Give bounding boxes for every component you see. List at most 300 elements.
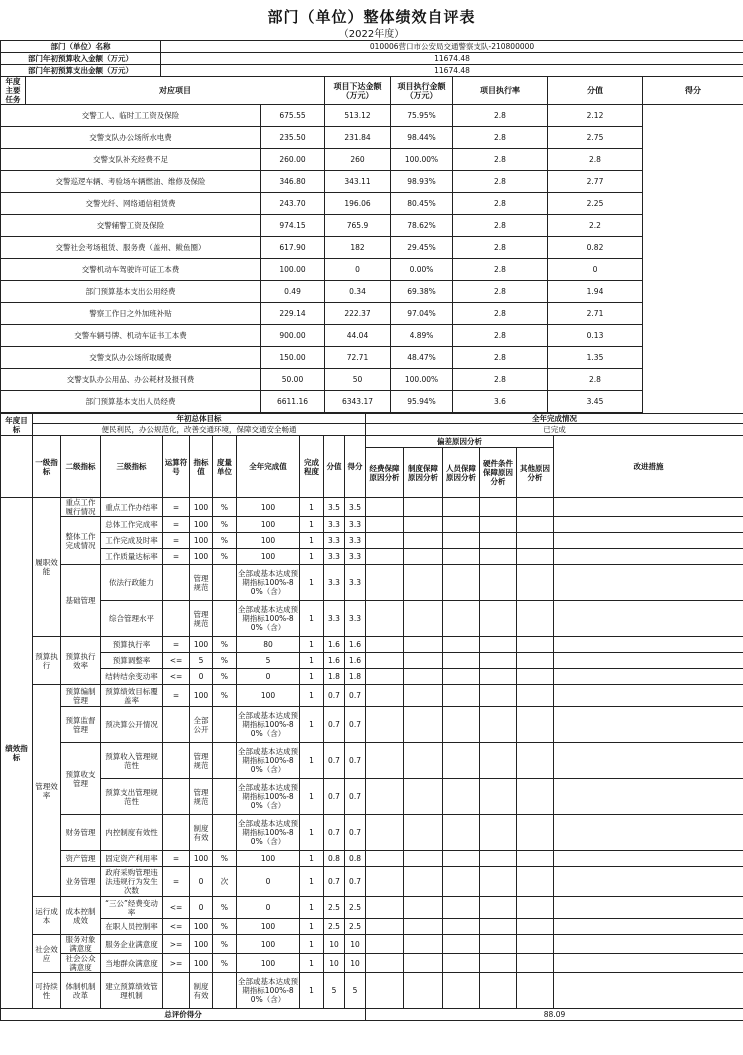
deviation-cell: [480, 533, 517, 549]
ind-actual: 全部或基本达成预期指标100%-80%（含）: [237, 743, 300, 779]
ind-score: 0.7: [345, 815, 366, 851]
indicator-l2: 预算监督管理: [61, 707, 101, 743]
task-executed: 72.71: [325, 347, 391, 369]
task-rate: 69.38%: [391, 281, 453, 303]
ind-actual: 100: [237, 935, 300, 954]
task-rate: 100.00%: [391, 369, 453, 391]
deviation-cell: [517, 601, 554, 637]
task-rate: 4.89%: [391, 325, 453, 347]
ind-unit: %: [213, 851, 237, 867]
ind-score: 3.3: [345, 565, 366, 601]
income-value: 11674.48: [161, 53, 743, 65]
ind-actual: 100: [237, 549, 300, 565]
deviation-cell: [366, 517, 404, 533]
deviation-cell: [480, 707, 517, 743]
ind-l3: 工作完成及时率: [101, 533, 163, 549]
measures-cell: [554, 867, 743, 897]
ind-l3: 工作质量达标率: [101, 549, 163, 565]
deviation-cell: [517, 549, 554, 565]
deviation-cell: [443, 637, 480, 653]
measures-cell: [554, 897, 743, 919]
indicator-row: [1, 685, 743, 707]
ind-l3: 在职人员控制率: [101, 919, 163, 935]
indicator-l1: 可持续性: [33, 973, 61, 1009]
deviation-cell: [517, 851, 554, 867]
deviation-cell: [404, 779, 443, 815]
ind-l3: 重点工作办结率: [101, 498, 163, 517]
ind-unit: [213, 973, 237, 1009]
indicator-row: [1, 919, 743, 935]
unit-name-value: 010006营口市公安局交通警察支队-210800000: [161, 41, 743, 53]
indicator-row: [1, 549, 743, 565]
ind-weight: 1.6: [324, 653, 345, 669]
ind-weight: 0.7: [324, 707, 345, 743]
ind-op: <=: [163, 653, 190, 669]
indicator-l2: 社会公众满意度: [61, 954, 101, 973]
task-row: [1, 127, 743, 149]
ind-score: 3.5: [345, 498, 366, 517]
ind-op: [163, 973, 190, 1009]
indicator-row: [1, 637, 743, 653]
task-project: 交警支队办公场所水电费: [1, 127, 261, 149]
deviation-cell: [517, 973, 554, 1009]
deviation-cell: [480, 517, 517, 533]
ind-weight: 1.6: [324, 637, 345, 653]
ind-degree: 1: [300, 498, 324, 517]
ind-op: <=: [163, 669, 190, 685]
deviation-cell: [443, 669, 480, 685]
task-score-value: 2.8: [453, 369, 548, 391]
task-score: 2.71: [548, 303, 643, 325]
ind-degree: 1: [300, 707, 324, 743]
ind-header-op: 运算符号: [163, 436, 190, 498]
deviation-cell: [517, 565, 554, 601]
task-score-value: 2.8: [453, 127, 548, 149]
ind-score: 3.3: [345, 517, 366, 533]
task-score-value: 2.8: [453, 325, 548, 347]
ind-score: 2.5: [345, 897, 366, 919]
expense-label: 部门年初预算支出金额（万元）: [1, 65, 161, 77]
ind-score: 3.3: [345, 601, 366, 637]
ind-degree: 1: [300, 919, 324, 935]
ind-op: =: [163, 549, 190, 565]
ind-score: 10: [345, 954, 366, 973]
indicator-row: [1, 653, 743, 669]
task-row: [1, 347, 743, 369]
task-rate: 75.95%: [391, 105, 453, 127]
ind-l3: 预算执行率: [101, 637, 163, 653]
indicator-row: [1, 815, 743, 851]
deviation-cell: [366, 637, 404, 653]
deviation-cell: [517, 669, 554, 685]
deviation-cell: [443, 743, 480, 779]
task-allocated: 346.80: [261, 171, 325, 193]
indicator-row: [1, 565, 743, 601]
task-executed: 231.84: [325, 127, 391, 149]
indicator-l2: 业务管理: [61, 867, 101, 897]
task-rate: 97.04%: [391, 303, 453, 325]
indicator-row: [1, 779, 743, 815]
task-project: 交警巡逻车辆、考验场车辆燃油、维修及保险: [1, 171, 261, 193]
task-allocated: 0.49: [261, 281, 325, 303]
ind-degree: 1: [300, 954, 324, 973]
ind-actual: 100: [237, 919, 300, 935]
indicator-l2: 财务管理: [61, 815, 101, 851]
task-score-value: 2.8: [453, 237, 548, 259]
deviation-cell: [443, 533, 480, 549]
task-score: 2.2: [548, 215, 643, 237]
indicator-l2: 预算编制管理: [61, 685, 101, 707]
ind-target: 0: [190, 897, 213, 919]
measures-cell: [554, 637, 743, 653]
indicator-row: [1, 707, 743, 743]
ind-header-l2: 二级指标: [61, 436, 101, 498]
deviation-cell: [480, 867, 517, 897]
task-allocated: 50.00: [261, 369, 325, 391]
ind-score: 0.7: [345, 707, 366, 743]
deviation-cell: [404, 851, 443, 867]
ind-target: 100: [190, 498, 213, 517]
ind-weight: 2.5: [324, 897, 345, 919]
deviation-cell: [517, 637, 554, 653]
deviation-cell: [443, 851, 480, 867]
task-project: 交警光纤、网络通信租赁费: [1, 193, 261, 215]
goal-side-label: 年度目标: [1, 414, 33, 436]
ind-l3: 结转结余变动率: [101, 669, 163, 685]
deviation-cell: [404, 743, 443, 779]
task-row: [1, 149, 743, 171]
measures-cell: [554, 533, 743, 549]
ind-score: 3.3: [345, 533, 366, 549]
ind-target: 100: [190, 637, 213, 653]
ind-header-weight: 分值: [324, 436, 345, 498]
deviation-cell: [480, 565, 517, 601]
ind-degree: 1: [300, 653, 324, 669]
task-allocated: 617.90: [261, 237, 325, 259]
task-row: [1, 281, 743, 303]
ind-target: 全部公开: [190, 707, 213, 743]
deviation-cell: [404, 549, 443, 565]
task-score: 0: [548, 259, 643, 281]
deviation-cell: [404, 517, 443, 533]
deviation-cell: [404, 653, 443, 669]
ind-target: 0: [190, 867, 213, 897]
indicator-row: [1, 601, 743, 637]
ind-unit: %: [213, 549, 237, 565]
dev-system: 制度保障原因分析: [404, 448, 443, 498]
dev-other: 其他原因分析: [517, 448, 554, 498]
task-executed: 50: [325, 369, 391, 391]
ind-target: 5: [190, 653, 213, 669]
task-score-value: 2.8: [453, 347, 548, 369]
ind-weight: 3.3: [324, 517, 345, 533]
task-project: 警察工作日之外加班补贴: [1, 303, 261, 325]
task-allocated: 100.00: [261, 259, 325, 281]
ind-target: 制度有效: [190, 815, 213, 851]
measures-cell: [554, 565, 743, 601]
dev-hardware: 硬件条件保障原因分析: [480, 448, 517, 498]
indicator-l1: 预算执行: [33, 637, 61, 685]
task-score: 2.25: [548, 193, 643, 215]
ind-op: =: [163, 637, 190, 653]
ind-unit: %: [213, 919, 237, 935]
measures-cell: [554, 653, 743, 669]
deviation-cell: [404, 565, 443, 601]
indicator-l2: 重点工作履行情况: [61, 498, 101, 517]
indicator-row: [1, 935, 743, 954]
task-score: 2.8: [548, 149, 643, 171]
task-row: [1, 105, 743, 127]
indicator-row: [1, 498, 743, 517]
task-score: 3.45: [548, 391, 643, 413]
ind-l3: 预算绩效目标覆盖率: [101, 685, 163, 707]
measures-cell: [554, 779, 743, 815]
ind-op: =: [163, 685, 190, 707]
indicator-l2: 资产管理: [61, 851, 101, 867]
deviation-cell: [443, 517, 480, 533]
ind-degree: 1: [300, 743, 324, 779]
deviation-cell: [443, 549, 480, 565]
ind-target: 100: [190, 954, 213, 973]
ind-weight: 0.7: [324, 867, 345, 897]
task-project: 交警支队补充经费不足: [1, 149, 261, 171]
ind-actual: 5: [237, 653, 300, 669]
task-allocated: 235.50: [261, 127, 325, 149]
ind-actual: 100: [237, 533, 300, 549]
task-project: 交警工人、临时工工资及保险: [1, 105, 261, 127]
deviation-cell: [366, 867, 404, 897]
ind-actual: 0: [237, 867, 300, 897]
ind-l3: 固定资产利用率: [101, 851, 163, 867]
task-executed: 765.9: [325, 215, 391, 237]
task-project: 交警机动车驾驶许可证工本费: [1, 259, 261, 281]
ind-l3: 政府采购管理违法违规行为发生次数: [101, 867, 163, 897]
task-score-value: 2.8: [453, 303, 548, 325]
ind-l3: 建立预算绩效管理机制: [101, 973, 163, 1009]
ind-score: 1.6: [345, 637, 366, 653]
task-row: [1, 303, 743, 325]
deviation-cell: [517, 685, 554, 707]
deviation-cell: [366, 851, 404, 867]
task-header-rate: 项目执行率: [453, 77, 548, 105]
measures-cell: [554, 935, 743, 954]
task-project: 部门预算基本支出公用经费: [1, 281, 261, 303]
deviation-cell: [480, 498, 517, 517]
ind-unit: 次: [213, 867, 237, 897]
deviation-cell: [404, 815, 443, 851]
measures-cell: [554, 973, 743, 1009]
task-header-project: 对应项目: [26, 77, 325, 105]
ind-l3: “三公”经费变动率: [101, 897, 163, 919]
deviation-cell: [404, 707, 443, 743]
measures-cell: [554, 851, 743, 867]
task-project: 交警支队办公场所取暖费: [1, 347, 261, 369]
deviation-cell: [404, 601, 443, 637]
ind-actual: 100: [237, 685, 300, 707]
deviation-cell: [366, 601, 404, 637]
indicator-row: [1, 867, 743, 897]
task-project: 交警社会考场租赁、服务费（盖州、鲅鱼圈）: [1, 237, 261, 259]
ind-target: 100: [190, 549, 213, 565]
ind-actual: 0: [237, 669, 300, 685]
deviation-cell: [443, 897, 480, 919]
indicator-side-label: 绩效指标: [1, 498, 33, 1009]
deviation-cell: [480, 549, 517, 565]
ind-unit: [213, 601, 237, 637]
deviation-cell: [366, 669, 404, 685]
task-rate: 29.45%: [391, 237, 453, 259]
ind-weight: 0.7: [324, 743, 345, 779]
ind-op: =: [163, 498, 190, 517]
deviation-cell: [480, 851, 517, 867]
done-header: 全年完成情况: [366, 414, 743, 424]
ind-degree: 1: [300, 973, 324, 1009]
deviation-cell: [480, 669, 517, 685]
ind-degree: 1: [300, 897, 324, 919]
ind-score: 10: [345, 935, 366, 954]
indicator-row: [1, 954, 743, 973]
ind-unit: %: [213, 637, 237, 653]
deviation-cell: [404, 919, 443, 935]
task-score-value: 2.8: [453, 149, 548, 171]
task-score: 1.35: [548, 347, 643, 369]
ind-unit: %: [213, 533, 237, 549]
ind-score: 0.7: [345, 867, 366, 897]
ind-l3: 预算调整率: [101, 653, 163, 669]
deviation-cell: [480, 919, 517, 935]
deviation-cell: [443, 498, 480, 517]
deviation-cell: [480, 743, 517, 779]
deviation-cell: [404, 935, 443, 954]
deviation-cell: [443, 707, 480, 743]
deviation-cell: [480, 653, 517, 669]
ind-weight: 0.7: [324, 815, 345, 851]
measures-cell: [554, 549, 743, 565]
indicator-l2: 基础管理: [61, 565, 101, 637]
task-row: [1, 325, 743, 347]
ind-target: 100: [190, 533, 213, 549]
task-project: 交警辅警工资及保险: [1, 215, 261, 237]
ind-target: 0: [190, 669, 213, 685]
deviation-cell: [443, 954, 480, 973]
ind-score: 2.5: [345, 919, 366, 935]
done-text: 已完成: [366, 424, 743, 436]
deviation-cell: [480, 973, 517, 1009]
indicator-table: [0, 413, 743, 1021]
ind-unit: [213, 707, 237, 743]
goal-text: 便民利民，办公规范化，改善交通环境，保障交通安全畅通: [33, 424, 366, 436]
deviation-cell: [517, 815, 554, 851]
deviation-cell: [366, 533, 404, 549]
ind-unit: [213, 779, 237, 815]
task-allocated: 6611.16: [261, 391, 325, 413]
deviation-cell: [443, 867, 480, 897]
task-executed: 0: [325, 259, 391, 281]
ind-score: 3.3: [345, 549, 366, 565]
task-header-executed: 项目执行金额（万元）: [391, 77, 453, 105]
task-score-value: 2.8: [453, 215, 548, 237]
ind-unit: %: [213, 935, 237, 954]
page-title: 部门（单位）整体绩效自评表: [267, 8, 476, 26]
ind-l3: 内控制度有效性: [101, 815, 163, 851]
ind-target: 管理规范: [190, 565, 213, 601]
deviation-cell: [517, 867, 554, 897]
measures-cell: [554, 669, 743, 685]
deviation-cell: [366, 973, 404, 1009]
ind-op: >=: [163, 935, 190, 954]
task-score: 2.12: [548, 105, 643, 127]
task-rate: 0.00%: [391, 259, 453, 281]
ind-l3: 总体工作完成率: [101, 517, 163, 533]
task-header-score-value: 分值: [548, 77, 643, 105]
deviation-cell: [443, 601, 480, 637]
ind-unit: [213, 743, 237, 779]
deviation-cell: [480, 637, 517, 653]
ind-l3: 依法行政能力: [101, 565, 163, 601]
task-executed: 222.37: [325, 303, 391, 325]
measures-cell: [554, 685, 743, 707]
ind-score: 0.7: [345, 779, 366, 815]
ind-degree: 1: [300, 815, 324, 851]
deviation-cell: [366, 549, 404, 565]
indicator-row: [1, 669, 743, 685]
task-executed: 6343.17: [325, 391, 391, 413]
ind-op: [163, 565, 190, 601]
task-row: [1, 215, 743, 237]
deviation-cell: [517, 897, 554, 919]
deviation-cell: [404, 954, 443, 973]
deviation-cell: [404, 685, 443, 707]
task-row: [1, 391, 743, 413]
total-value: 88.09: [366, 1009, 743, 1021]
deviation-cell: [366, 919, 404, 935]
task-allocated: 150.00: [261, 347, 325, 369]
ind-score: 0.7: [345, 685, 366, 707]
indicator-l2: 服务对象满意度: [61, 935, 101, 954]
deviation-cell: [443, 815, 480, 851]
task-row: [1, 259, 743, 281]
ind-op: [163, 743, 190, 779]
ind-degree: 1: [300, 851, 324, 867]
indicator-l1: 社会效应: [33, 935, 61, 973]
ind-degree: 1: [300, 935, 324, 954]
ind-actual: 全部或基本达成预期指标100%-80%（含）: [237, 779, 300, 815]
ind-weight: 1.8: [324, 669, 345, 685]
task-score: 0.13: [548, 325, 643, 347]
deviation-cell: [404, 533, 443, 549]
task-score-value: 2.8: [453, 171, 548, 193]
deviation-cell: [404, 498, 443, 517]
deviation-cell: [443, 973, 480, 1009]
ind-degree: 1: [300, 549, 324, 565]
ind-actual: 全部或基本达成预期指标100%-80%（含）: [237, 815, 300, 851]
deviation-cell: [443, 935, 480, 954]
indicator-row: [1, 973, 743, 1009]
deviation-cell: [443, 919, 480, 935]
ind-target: 管理规范: [190, 601, 213, 637]
ind-weight: 3.3: [324, 565, 345, 601]
task-executed: 44.04: [325, 325, 391, 347]
ind-target: 管理规范: [190, 743, 213, 779]
ind-weight: 0.7: [324, 685, 345, 707]
ind-header-l1: 一级指标: [33, 436, 61, 498]
ind-degree: 1: [300, 517, 324, 533]
task-rate: 95.94%: [391, 391, 453, 413]
deviation-cell: [366, 653, 404, 669]
ind-op: [163, 779, 190, 815]
ind-header-degree: 完成程度: [300, 436, 324, 498]
ind-unit: %: [213, 498, 237, 517]
